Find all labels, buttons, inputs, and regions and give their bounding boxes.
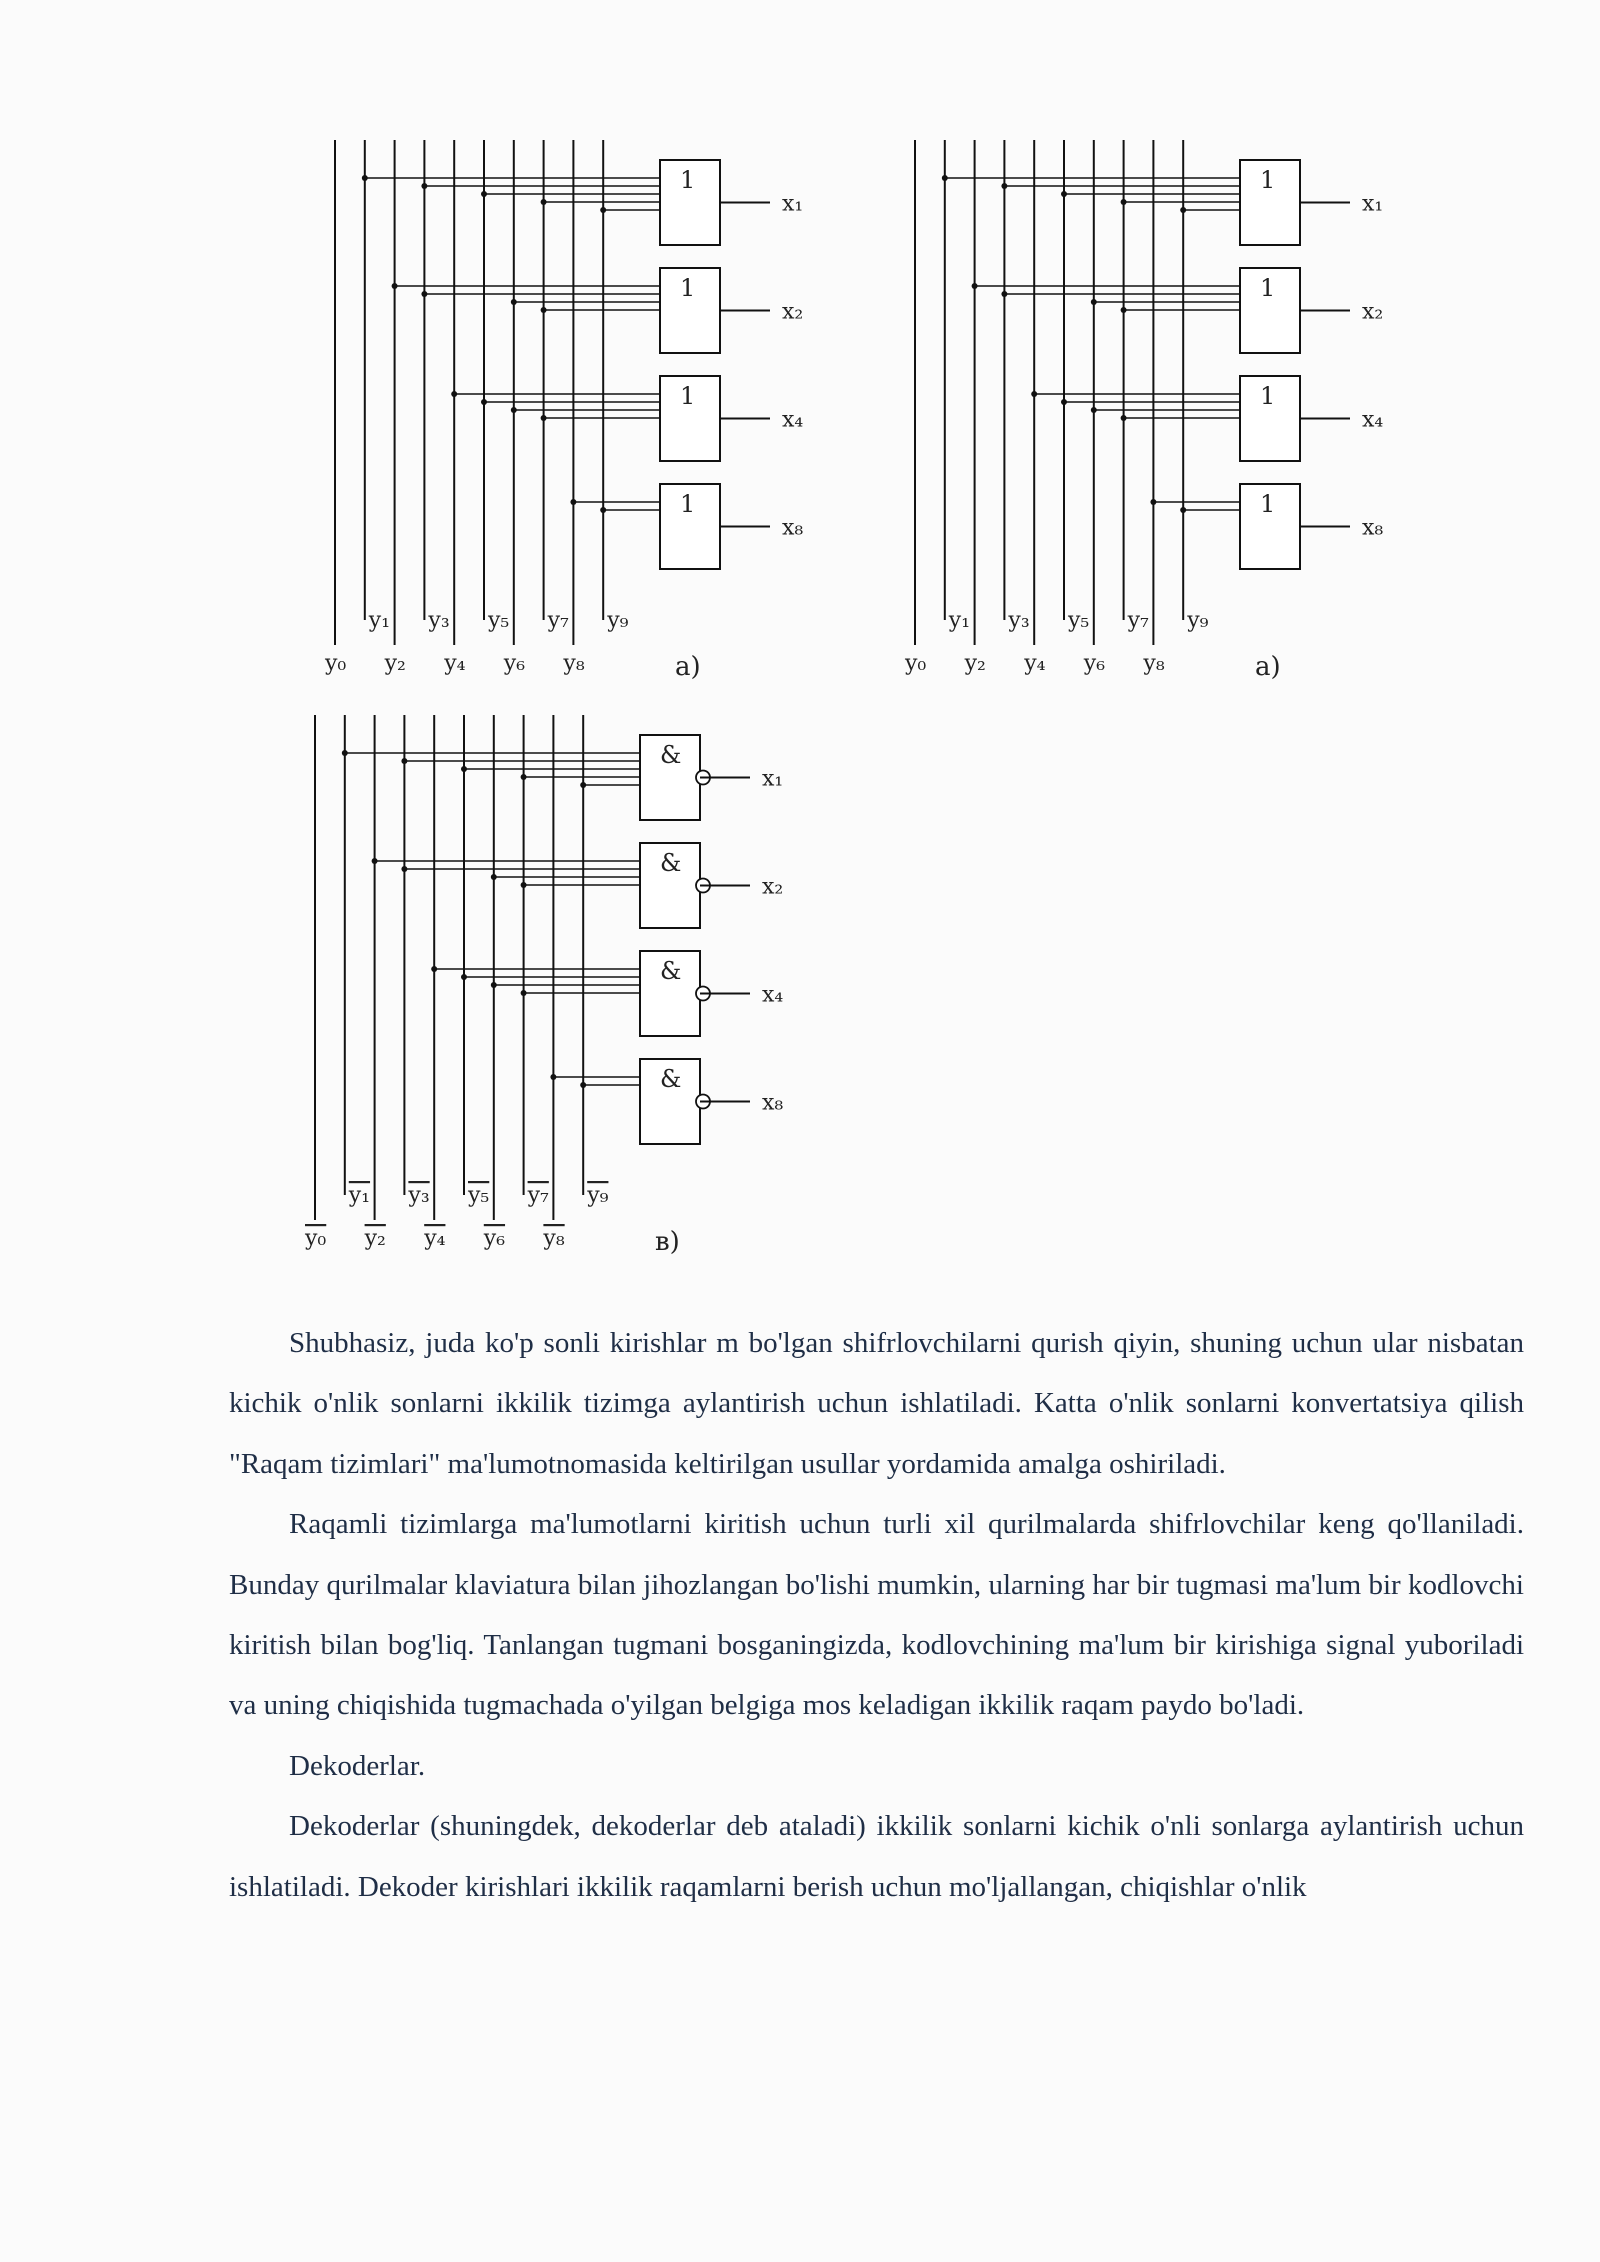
- input-label: y₅: [488, 608, 510, 633]
- output-label: x₁: [1362, 191, 1384, 217]
- junction-dot: [1180, 207, 1186, 213]
- gate-symbol: 1: [680, 490, 696, 518]
- input-label: y₆: [483, 1226, 506, 1251]
- section-heading-decoders: Dekoderlar.: [289, 1749, 426, 1782]
- gate-symbol: 1: [1260, 166, 1276, 194]
- junction-dot: [1150, 499, 1156, 505]
- paragraph-encoders-usage: Raqamli tizimlarga ma'lumotlarni kiritish uchun turli xil qurilmalarda shifrlovchilar keng qo'llaniladi. Bunday qurilmalar klaviatura bilan jihozlangan bo'lishi mumkin, ularning har bir tugmasi ma'lum bir kodlovchi kiritish bilan bog'liq. Tanlangan tugmani bosganingizda, kodlovchining ma'lum bir kirishiga signal yuboriladi va uning chiqishida tugmachada o'yilgan belgiga mos keladigan ikkilik raqam paydo bo'ladi.: [229, 1508, 1524, 1722]
- junction-dot: [550, 1074, 556, 1080]
- junction-dot: [1031, 391, 1037, 397]
- input-label: y₀: [325, 651, 347, 676]
- junction-dot: [491, 982, 497, 988]
- junction-dot: [372, 858, 378, 864]
- gate-symbol: 1: [1260, 274, 1276, 302]
- junction-dot: [1061, 191, 1067, 197]
- junction-dot: [1001, 183, 1007, 189]
- junction-dot: [521, 882, 527, 888]
- body-text: [229, 1313, 1524, 1917]
- junction-dot: [491, 874, 497, 880]
- input-label: y₃: [408, 1183, 430, 1208]
- junction-dot: [401, 758, 407, 764]
- junction-dot: [541, 199, 547, 205]
- gate-symbol: &: [660, 741, 682, 769]
- junction-dot: [1121, 199, 1127, 205]
- input-label: y₈: [543, 1226, 565, 1251]
- output-label: x₂: [762, 874, 784, 900]
- junction-dot: [461, 766, 467, 772]
- input-label: y₁: [368, 608, 391, 633]
- junction-dot: [600, 207, 606, 213]
- input-label: y₈: [1143, 651, 1165, 676]
- junction-dot: [570, 499, 576, 505]
- junction-dot: [580, 782, 586, 788]
- input-label: y₃: [1008, 608, 1030, 633]
- junction-dot: [942, 175, 948, 181]
- junction-dot: [1091, 407, 1097, 413]
- input-label: y₉: [607, 608, 629, 633]
- gate-symbol: 1: [680, 166, 696, 194]
- output-label: x₂: [782, 299, 804, 325]
- input-label: y₁: [348, 1183, 371, 1208]
- junction-dot: [392, 283, 398, 289]
- gate-symbol: &: [660, 957, 682, 985]
- junction-dot: [511, 299, 517, 305]
- input-label: y₅: [468, 1183, 490, 1208]
- input-label: y₄: [1024, 651, 1046, 676]
- input-label: y₇: [547, 608, 569, 633]
- input-label: y₀: [305, 1226, 327, 1251]
- junction-dot: [1180, 507, 1186, 513]
- input-label: y₄: [444, 651, 466, 676]
- junction-dot: [461, 974, 467, 980]
- paragraph-encoders-limits: Shubhasiz, juda ko'p sonli kirishlar m bo'lgan shifrlovchilarni qurish qiyin, shuning uchun ular nisbatan kichik o'nlik sonlarni ikkilik tizimga aylantirish uchun ishlatiladi. Katta o'nlik sonlarni konvertatsiya qilish "Raqam tizimlari" ma'lumotnomasida keltirilgan usullar yordamida amalga oshiriladi.: [229, 1327, 1524, 1480]
- junction-dot: [521, 990, 527, 996]
- junction-dot: [972, 283, 978, 289]
- gate-symbol: &: [660, 849, 682, 877]
- output-label: x₈: [762, 1090, 784, 1116]
- input-label: y₁: [948, 608, 971, 633]
- gate-symbol: 1: [1260, 382, 1276, 410]
- input-label: y₉: [587, 1183, 609, 1208]
- junction-dot: [421, 291, 427, 297]
- gate-symbol: 1: [1260, 490, 1276, 518]
- figure-caption: a): [1255, 652, 1281, 682]
- output-label: x₈: [1362, 515, 1384, 541]
- junction-dot: [1061, 399, 1067, 405]
- input-label: y₆: [1083, 651, 1106, 676]
- junction-dot: [1121, 307, 1127, 313]
- junction-dot: [481, 191, 487, 197]
- junction-dot: [521, 774, 527, 780]
- junction-dot: [421, 183, 427, 189]
- input-label: y₉: [1187, 608, 1209, 633]
- input-label: y₇: [527, 1183, 549, 1208]
- junction-dot: [580, 1082, 586, 1088]
- output-label: x₂: [1362, 299, 1384, 325]
- figure-caption: в): [655, 1227, 680, 1257]
- paragraph-decoders-intro: Dekoderlar (shuningdek, dekoderlar deb ataladi) ikkilik sonlarni kichik o'nli sonlarga aylantirish uchun ishlatiladi. Dekoder kirishlari ikkilik raqamlarni berish uchun mo'ljallangan, chiqishlar o'nlik: [229, 1810, 1524, 1903]
- input-label: y₂: [964, 651, 986, 676]
- junction-dot: [600, 507, 606, 513]
- input-label: y₅: [1068, 608, 1090, 633]
- junction-dot: [1121, 415, 1127, 421]
- junction-dot: [511, 407, 517, 413]
- input-label: y₈: [563, 651, 585, 676]
- junction-dot: [1001, 291, 1007, 297]
- figure-caption: a): [675, 652, 701, 682]
- input-label: y₆: [503, 651, 526, 676]
- output-label: x₄: [782, 407, 804, 433]
- junction-dot: [541, 307, 547, 313]
- junction-dot: [451, 391, 457, 397]
- input-label: y₄: [424, 1226, 446, 1251]
- encoder-diagram-or-a-left: [320, 140, 840, 700]
- junction-dot: [541, 415, 547, 421]
- input-label: y₃: [428, 608, 450, 633]
- output-label: x₁: [762, 766, 784, 792]
- input-label: y₂: [364, 1226, 386, 1251]
- output-label: x₈: [782, 515, 804, 541]
- junction-dot: [481, 399, 487, 405]
- encoder-diagram-or-a-right: [900, 140, 1420, 700]
- gate-symbol: &: [660, 1065, 682, 1093]
- junction-dot: [362, 175, 368, 181]
- output-label: x₄: [1362, 407, 1384, 433]
- junction-dot: [1091, 299, 1097, 305]
- output-label: x₄: [762, 982, 784, 1008]
- junction-dot: [431, 966, 437, 972]
- gate-symbol: 1: [680, 274, 696, 302]
- output-label: x₁: [782, 191, 804, 217]
- junction-dot: [401, 866, 407, 872]
- input-label: y₀: [905, 651, 927, 676]
- encoder-diagram-nand-v: [300, 715, 820, 1275]
- input-label: y₂: [384, 651, 406, 676]
- gate-symbol: 1: [680, 382, 696, 410]
- input-label: y₇: [1127, 608, 1149, 633]
- junction-dot: [342, 750, 348, 756]
